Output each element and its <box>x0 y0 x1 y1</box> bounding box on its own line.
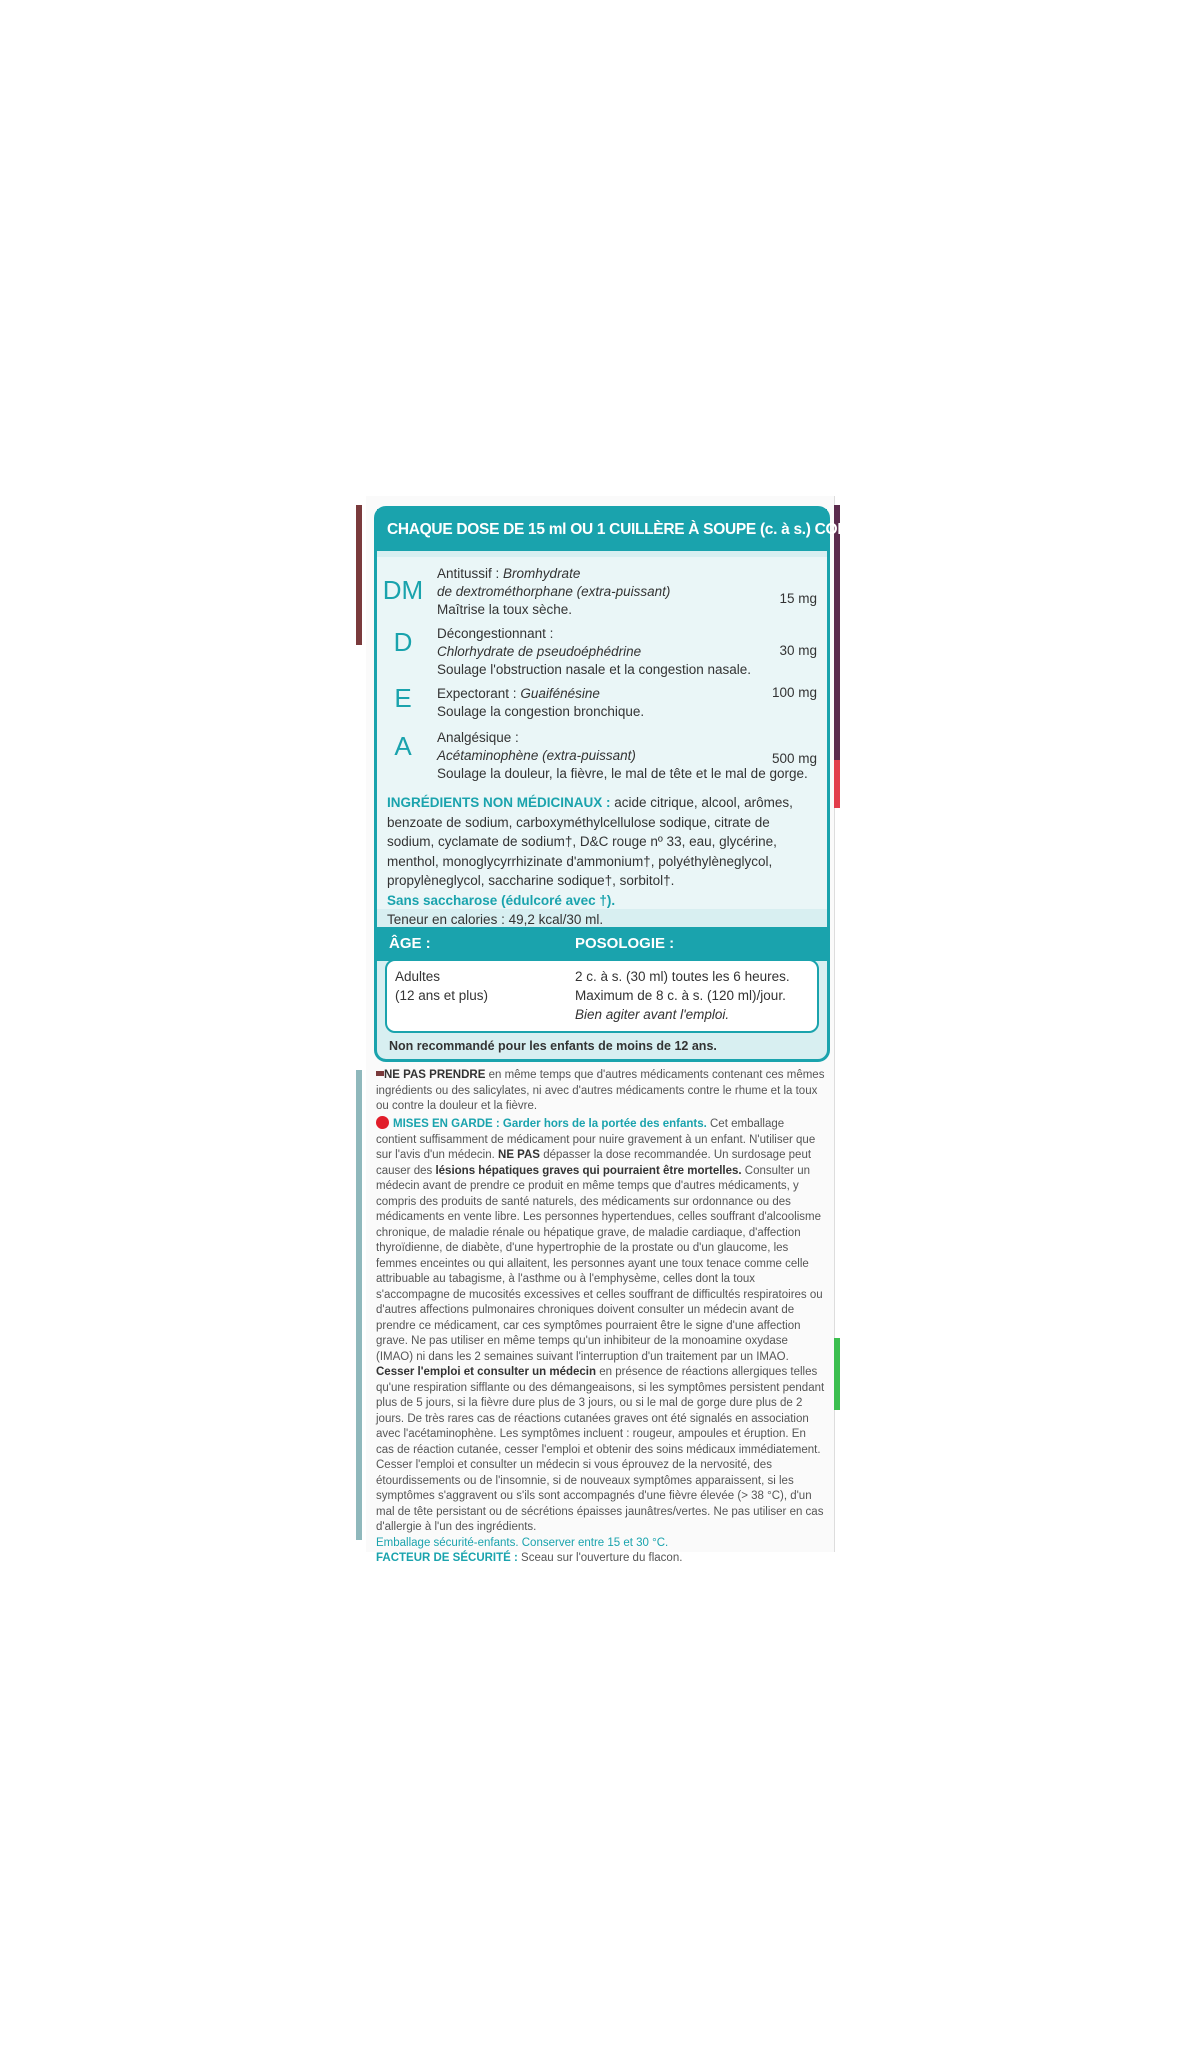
dose-header: CHAQUE DOSE DE 15 ml OU 1 CUILLÈRE À SOUPE (c. à s.) CONTIENT : <box>377 509 827 551</box>
ingredient-description: Maîtrise la toux sèche. <box>437 602 573 617</box>
non-medicinal-ingredients: INGRÉDIENTS NON MÉDICINAUX : acide citrique, alcool, arômes, benzoate de sodium, carboxyméthylcellulose sodique, citrate de sodium, cyclamate de sodium†, D&C rouge nº 33, eau, glycérine, menthol, monoglycyrrhizinate d'ammonium†, polyéthylèneglycol, propylèneglycol, saccharine sodique†, sorbitol†. Sans saccharose (édulcoré avec †). Teneur en calories : 49,2 kcal/30 ml. <box>387 793 817 930</box>
ingredient-letter: D <box>393 627 413 657</box>
ingredient-category: Antitussif : <box>437 566 500 581</box>
posology-heading: POSOLOGIE : <box>575 935 675 952</box>
ingredient-description: Soulage l'obstruction nasale et la congestion nasale. <box>437 662 752 677</box>
ingredient-name: Chlorhydrate de pseudoéphédrine <box>437 644 642 659</box>
package-edge-left-lower <box>356 1070 362 1540</box>
age-cell: Adultes (12 ans et plus) <box>395 969 489 1003</box>
ingredient-name-line2: de dextrométhorphane (extra-puissant) <box>437 584 671 599</box>
ingredient-category: Expectorant : <box>437 686 517 701</box>
package-edge-left <box>356 505 362 645</box>
dosage-table <box>385 959 819 1033</box>
dosage-header-bar <box>377 927 827 961</box>
bullet-marker <box>376 1071 384 1076</box>
calorie-content: Teneur en calories : 49,2 kcal/30 ml. <box>387 912 604 927</box>
package-edge-right-red <box>834 760 840 808</box>
do-not-take-warning: NE PAS PRENDRE en même temps que d'autres médicaments contenant ces mêmes ingrédients ou des salicylates, ni avec d'autres médicaments contre le rhume et la toux ou contre la douleur et la fièvre. <box>376 1069 825 1112</box>
sugar-free-note: Sans saccharose (édulcoré avec †). <box>387 892 616 908</box>
ingredient-description: Soulage la douleur, la fièvre, le mal de tête et le mal de gorge. <box>437 766 808 781</box>
ingredient-dose: 15 mg <box>779 591 817 606</box>
package-edge-right-green <box>834 1338 840 1410</box>
package-edge-right <box>834 505 840 760</box>
ingredient-name: Acétaminophène (extra-puissant) <box>437 748 636 763</box>
ingredient-letter: E <box>394 683 412 713</box>
ingredient-category: Analgésique : <box>437 730 519 745</box>
ingredient-dose: 500 mg <box>771 751 817 766</box>
non-medicinal-label: INGRÉDIENTS NON MÉDICINAUX : <box>387 795 611 810</box>
ingredient-letter: A <box>394 731 412 761</box>
safety-note: FACTEUR DE SÉCURITÉ : Sceau sur l'ouverture du flacon. <box>376 1552 683 1564</box>
red-dot-icon <box>376 1116 389 1129</box>
not-recommended-note: Non recommandé pour les enfants de moins de 12 ans. <box>389 1039 717 1053</box>
packaging-note: Emballage sécurité-enfants. Conserver entre 15 et 30 °C. <box>376 1536 669 1549</box>
active-ingredients-section <box>377 557 827 927</box>
ingredient-description: Soulage la congestion bronchique. <box>437 704 645 719</box>
age-heading: ÂGE : <box>389 935 431 952</box>
ingredient-letter: DM <box>382 575 424 605</box>
cautions-warning: MISES EN GARDE : Garder hors de la portée des enfants. Cet emballage contient suffisamment de médicament pour nuire gravement à un enfant. N'utiliser que sur l'avis d'un médecin. NE PAS dépasser la dose recommandée. Un surdosage peut causer des lésions hépatiques graves qui pourraient être mortelles. Consulter un médecin avant de prendre ce produit en même temps que d'autres médicaments, y compris des produits de santé naturels, des médicaments sur ordonnance ou des médicaments en vente libre. Les personnes hypertendues, celles souffrant d'alcoolisme chronique, de maladie rénale ou hépatique grave, de maladie cardiaque, d'affection thyroïdienne, de diabète, d'une hypertrophie de la prostate ou d'un glaucome, les femmes enceintes ou qui allaitent, les personnes ayant une toux tenace comme celle attribuable au tabagisme, à l'asthme ou à l'emphysème, celles dont la toux s'accompagne de mucosités excessives et celles souffrant de difficultés respiratoires ou d'autres affections pulmonaires chroniques doivent consulter un médecin avant de prendre ce médicament, car ces symptômes pourraient être le signe d'une affection grave. Ne pas utiliser en même temps qu'un inhibiteur de la monoamine oxydase (IMAO) ni dans les 2 semaines suivant l'interruption d'un traitement par un IMAO. Cesser l'emploi et consulter un médecin en présence de réactions allergiques telles qu'une respiration sifflante ou des démangeaisons, si les symptômes persistent pendant plus de 5 jours, si la fièvre dure plus de 3 jours, ou si le mal de gorge dure plus de 2 jours. De très rares cas de réactions cutanées graves ont été signalés en association avec l'acétaminophène. Les symptômes incluent : rougeur, ampoules et éruption. En cas de réaction cutanée, cesser l'emploi et obtenir des soins médicaux immédiatement. Cesser l'emploi et consulter un médecin si vous éprouvez de la nervosité, des étourdissements ou de l'insomnie, si de nouveaux symptômes apparaissent, si les symptômes s'aggravent ou s'ils sont accompagnés d'une fièvre élevée (> 38 °C), d'un mal de tête persistant ou de sécrétions épaisses jaunâtres/vertes. Ne pas utiliser en cas d'allergie à l'un des ingrédients. Emballage sécurité-enfants. Conserver entre 15 et 30 °C. FACTEUR DE SÉCURITÉ : Sceau sur l'ouverture du flacon. <box>376 1116 826 1567</box>
ingredient-category: Décongestionnant : <box>437 626 554 641</box>
posology-cell: 2 c. à s. (30 ml) toutes les 6 heures. Maximum de 8 c. à s. (120 ml)/jour. Bien agiter avant l'emploi. <box>575 969 790 1022</box>
ingredients-panel <box>374 506 901 1062</box>
ingredient-name: Guaifénésine <box>520 686 600 701</box>
ingredient-name: Bromhydrate <box>503 566 581 581</box>
ingredient-dose: 100 mg <box>771 685 817 700</box>
ingredient-dose: 30 mg <box>779 643 817 658</box>
